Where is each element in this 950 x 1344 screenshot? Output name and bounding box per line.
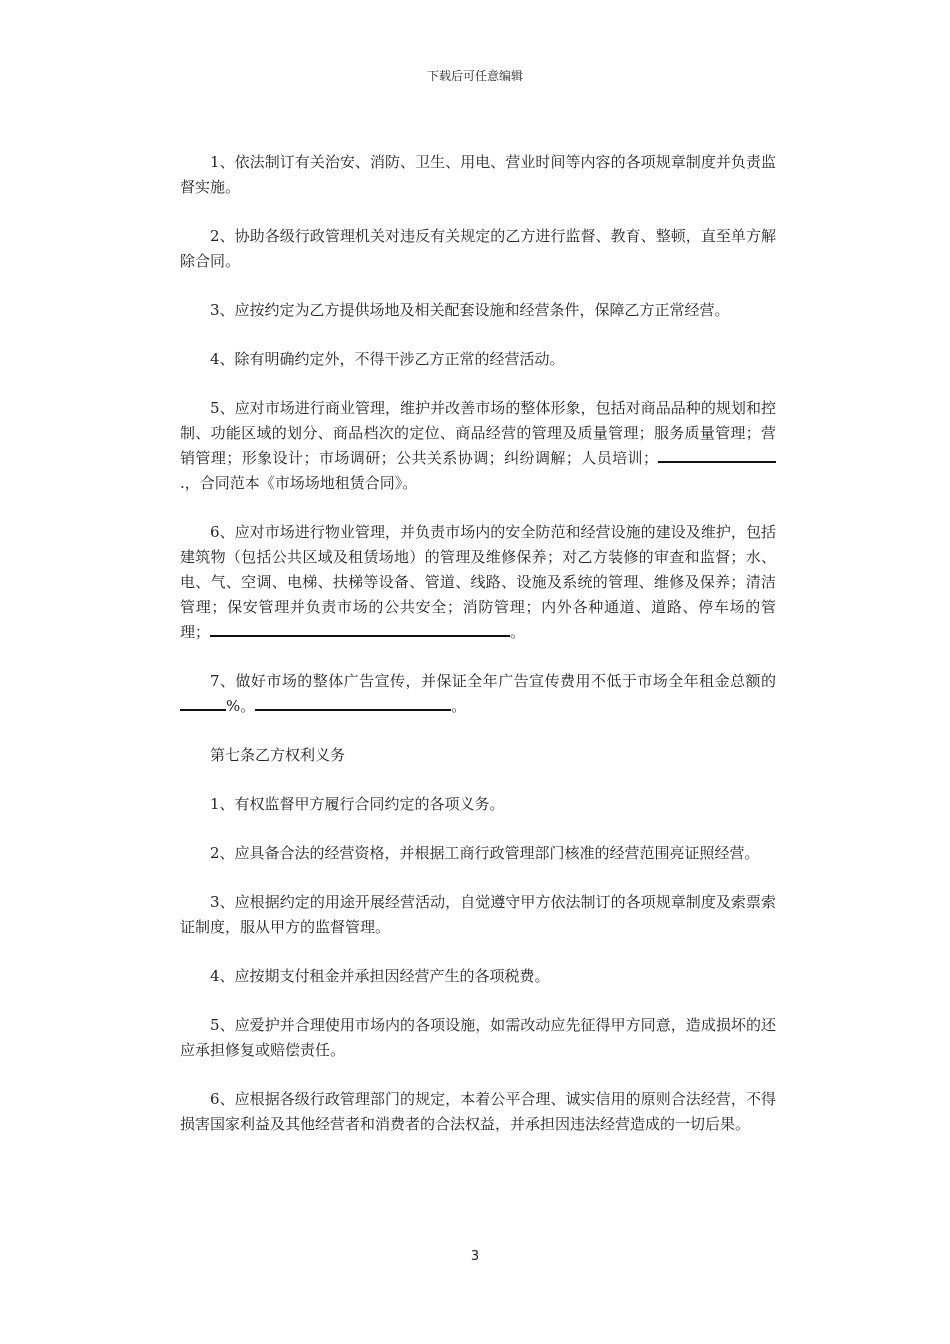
- paragraph-6-tail: 。: [510, 623, 526, 641]
- section-heading: 第七条乙方权利义务: [210, 746, 346, 764]
- paragraph-7: [180, 669, 776, 719]
- paragraph-b2: 2、应具备合法的经营资格，并根据工商行政管理部门核准的经营范围亮证照经营。: [210, 844, 760, 862]
- fill-blank: [180, 697, 226, 711]
- paragraph-3: 3、应按约定为乙方提供场地及相关配套设施和经营条件，保障乙方正常经营。: [210, 301, 730, 319]
- paragraph-5-text: 5、应对市场进行商业管理，维护并改善市场的整体形象，包括对商品品种的规划和控制、功能区域的划分、商品档次的定位、商品经营的管理及质量管理；服务质量管理；营销管理；形象设计；市场调研；公共关系协调；纠纷调解；人员培训；: [180, 399, 776, 467]
- paragraph-2: 2、协助各级行政管理机关对违反有关规定的乙方进行监督、教育、整顿，直至单方解除合同。: [180, 227, 776, 270]
- paragraph-7-percent: %。: [226, 697, 256, 715]
- header-note: 下载后可任意编辑: [426, 69, 523, 83]
- paragraph-6: [180, 520, 776, 645]
- fill-blank: [658, 449, 776, 463]
- page-number: 3: [470, 1249, 480, 1264]
- paragraph-b1: 1、有权监督甲方履行合同约定的各项义务。: [210, 795, 505, 813]
- paragraph-5: [180, 396, 776, 496]
- paragraph-7-text: 7、做好市场的整体广告宣传，并保证全年广告宣传费用不低于市场全年租金总额的: [210, 672, 776, 690]
- paragraph-b6: 6、应根据各级行政管理部门的规定，本着公平合理、诚实信用的原则合法经营，不得损害国家利益及其他经营者和消费者的合法权益，并承担因违法经营造成的一切后果。: [180, 1090, 776, 1133]
- fill-blank: [255, 697, 451, 711]
- document-body: [180, 150, 776, 1161]
- fill-blank: [210, 623, 510, 637]
- paragraph-4: 4、除有明确约定外，不得干涉乙方正常的经营活动。: [210, 350, 565, 368]
- paragraph-7-tail: 。: [451, 697, 467, 715]
- paragraph-b4: 4、应按期支付租金并承担因经营产生的各项税费。: [210, 967, 550, 985]
- paragraph-b3: 3、应根据约定的用途开展经营活动，自觉遵守甲方依法制订的各项规章制度及索票索证制度，服从甲方的监督管理。: [180, 893, 776, 936]
- paragraph-6-text: 6、应对市场进行物业管理，并负责市场内的安全防范和经营设施的建设及维护，包括建筑物（包括公共区域及租赁场地）的管理及维修保养；对乙方装修的审查和监督；水、电、气、空调、电梯、扶梯等设备、管道、线路、设施及系统的管理、维修及保养；清洁管理；保安管理并负责市场的公共安全；消防管理；内外各种通道、道路、停车场的管理；: [180, 523, 776, 641]
- paragraph-5-tail: .，合同范本《市场场地租赁合同》。: [180, 474, 418, 492]
- paragraph-b5: 5、应爱护并合理使用市场内的各项设施，如需改动应先征得甲方同意，造成损坏的还应承担修复或赔偿责任。: [180, 1016, 776, 1059]
- paragraph-1: 1、依法制订有关治安、消防、卫生、用电、营业时间等内容的各项规章制度并负责监督实施。: [180, 153, 776, 196]
